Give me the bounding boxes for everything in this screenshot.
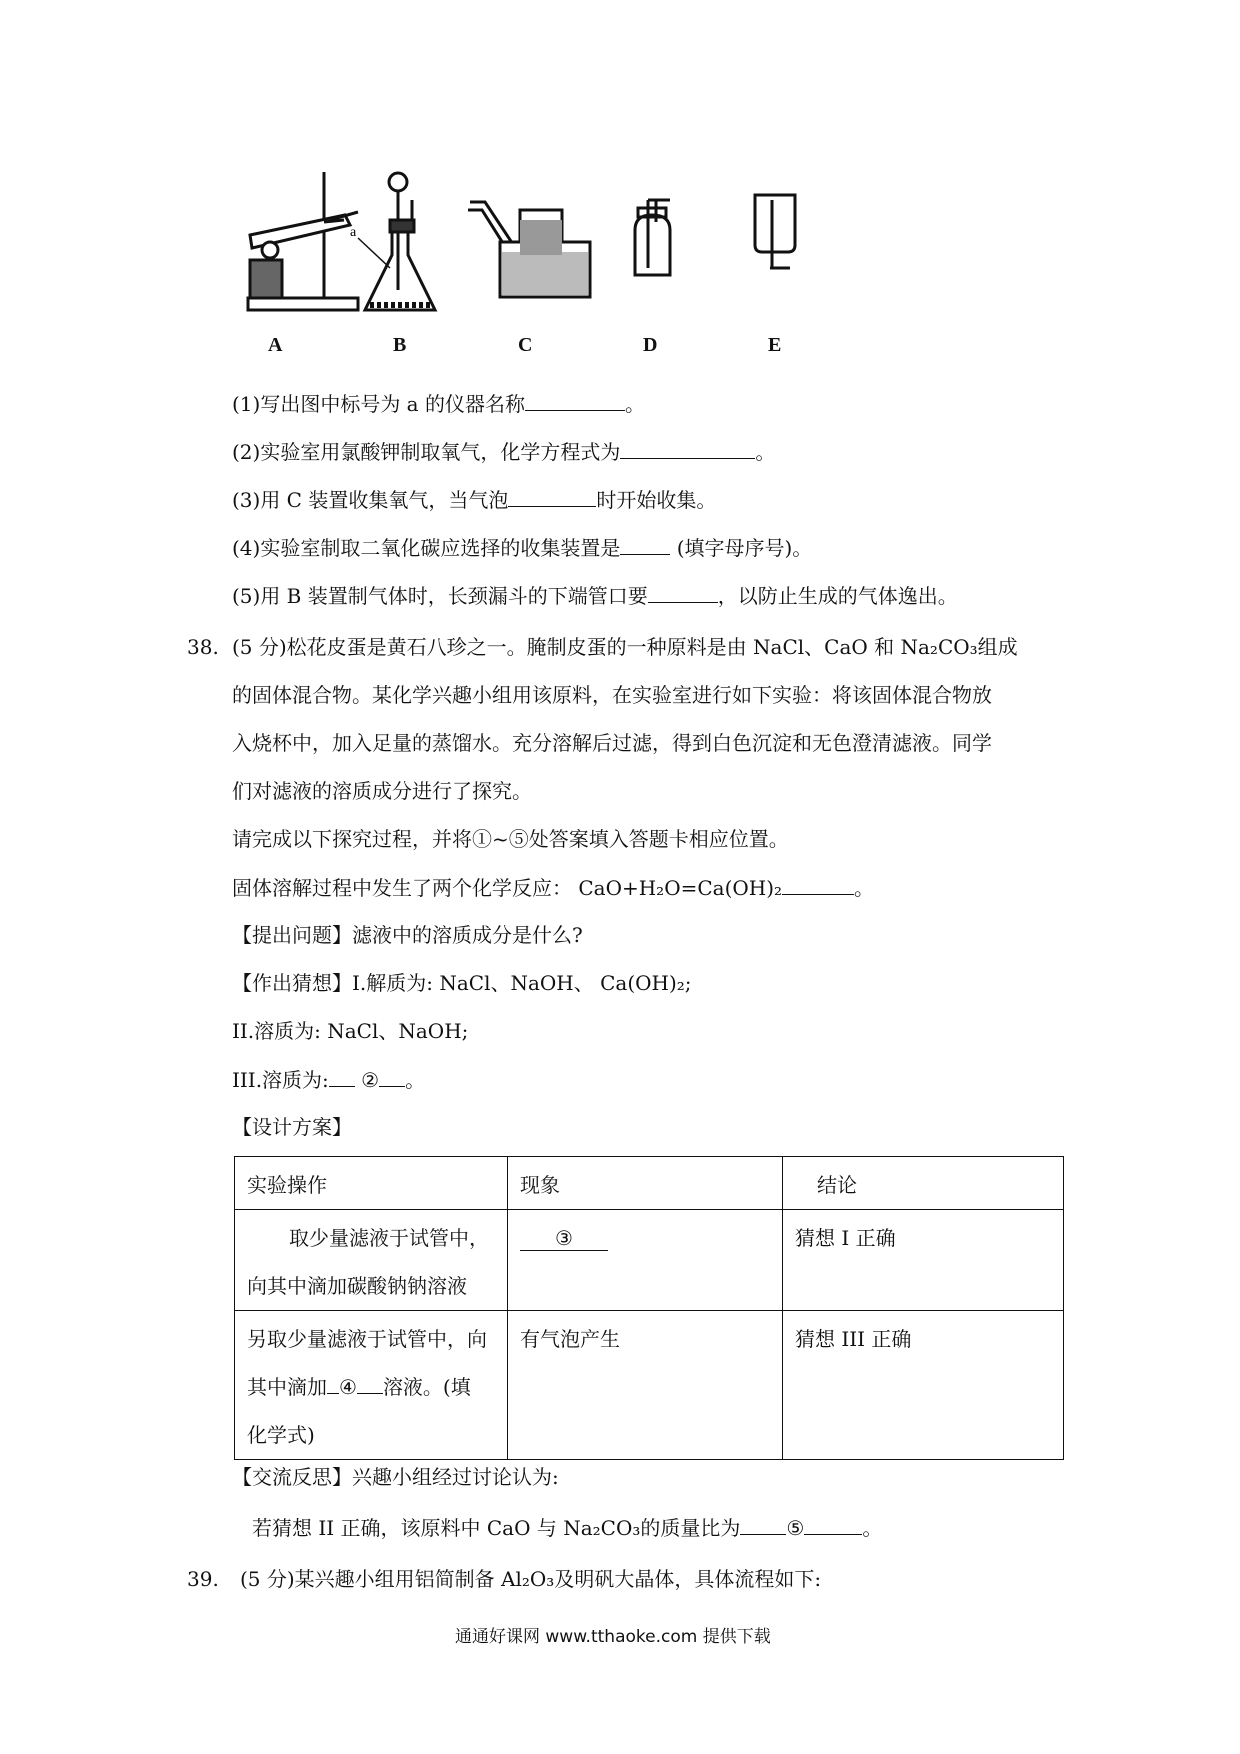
answer-blank-1[interactable] (782, 874, 854, 895)
q38-intro-3: 入烧杯中，加入足量的蒸馏水。充分溶解后过滤，得到白色沉淀和无色澄清滤液。同学 (232, 731, 992, 755)
header-operation: 实验操作 (235, 1157, 508, 1210)
figure-label-e: E (768, 334, 782, 356)
answer-marker-2: ② (361, 1068, 380, 1092)
experiment-table (234, 1156, 1064, 1460)
apparatus-b (358, 173, 435, 310)
q38-intro-4: 们对滤液的溶质成分进行了探究。 (232, 779, 532, 803)
row1-phenomenon (508, 1210, 783, 1311)
q38-hypothesis-2: II.溶质为: NaCl、NaOH; (232, 1019, 469, 1043)
q38-reflection: 【交流反思】兴趣小组经过讨论认为: (232, 1465, 559, 1489)
answer-marker-5: ⑤ (786, 1516, 805, 1540)
apparatus-e (755, 195, 795, 268)
answer-blank[interactable] (525, 390, 625, 411)
answer-blank[interactable] (508, 486, 596, 507)
answer-blank[interactable] (327, 1373, 339, 1394)
q37-item-3: (3)用 C 装置收集氧气，当气泡 时开始收集。 (232, 488, 717, 512)
figure-label-b: B (393, 334, 407, 356)
figure-label-a: A (268, 334, 283, 356)
header-phenomenon: 现象 (508, 1157, 783, 1210)
table-row (235, 1210, 1064, 1311)
row2-conclusion: 猜想 III 正确 (783, 1311, 1064, 1460)
answer-blank[interactable] (740, 1514, 786, 1535)
q38-instruction: 请完成以下探究过程，并将①~⑤处答案填入答题卡相应位置。 (232, 827, 789, 851)
row1-conclusion: 猜想 I 正确 (783, 1210, 1064, 1311)
q37-item-5: (5)用 B 装置制气体时，长颈漏斗的下端管口要 ，以防止生成的气体逸出。 (232, 584, 958, 608)
answer-blank[interactable] (620, 438, 755, 459)
table-header-row (235, 1157, 1064, 1210)
apparatus-c (468, 202, 590, 297)
answer-marker-4: ④ (339, 1375, 357, 1399)
answer-blank[interactable] (379, 1066, 405, 1087)
q38-hypothesis-3: III.溶质为: ② 。 (232, 1068, 426, 1092)
apparatus-figure (230, 160, 930, 370)
part-label-a: a (350, 225, 357, 240)
row2-operation: 另取少量滤液于试管中，向 其中滴加 ④ 溶液。(填 化学式) (235, 1311, 508, 1460)
q38-design-heading: 【设计方案】 (232, 1115, 352, 1139)
q37-item-1: (1)写出图中标号为 a 的仪器名称 。 (232, 392, 645, 416)
q37-item-2: (2)实验室用氯酸钾制取氧气，化学方程式为 。 (232, 440, 776, 464)
q38-hypothesis-1: 【作出猜想】I.解质为: NaCl、NaOH、 Ca(OH)₂; (232, 971, 692, 995)
answer-marker-3[interactable]: ③ (520, 1226, 608, 1251)
q38-reaction: 固体溶解过程中发生了两个化学反应： CaO+H₂O=Ca(OH)₂ 。 (232, 876, 875, 900)
answer-blank[interactable] (804, 1514, 862, 1535)
apparatus-d (635, 200, 670, 275)
answer-blank[interactable] (357, 1373, 383, 1394)
header-conclusion: 结论 (783, 1157, 1064, 1210)
row1-operation: 取少量滤液于试管中， 向其中滴加碳酸钠钠溶液 (235, 1210, 508, 1311)
q38-ratio: 若猜想 II 正确，该原料中 CaO 与 Na₂CO₃的质量比为 ⑤ 。 (252, 1516, 883, 1540)
q39-number: 39. (187, 1567, 219, 1591)
q38-number: 38. (187, 635, 219, 659)
page-footer: 通通好课网 www.tthaoke.com 提供下载 (455, 1627, 771, 1647)
q38-intro-2: 的固体混合物。某化学兴趣小组用该原料，在实验室进行如下实验：将该固体混合物放 (232, 683, 992, 707)
q38-intro-1: (5 分)松花皮蛋是黄石八珍之一。腌制皮蛋的一种原料是由 NaCl、CaO 和 Na₂CO₃组成 (232, 635, 1018, 659)
apparatus-a (248, 172, 358, 310)
q39-text: (5 分)某兴趣小组用铝简制备 Al₂O₃及明矾大晶体，具体流程如下: (240, 1567, 822, 1591)
table-row (235, 1311, 1064, 1460)
figure-label-c: C (518, 334, 533, 356)
answer-blank[interactable] (620, 534, 670, 555)
answer-blank[interactable] (648, 582, 718, 603)
figure-label-d: D (643, 334, 658, 356)
answer-blank[interactable] (329, 1066, 355, 1087)
row2-phenomenon: 有气泡产生 (508, 1311, 783, 1460)
q38-question: 【提出问题】滤液中的溶质成分是什么? (232, 923, 583, 947)
q37-item-4: (4)实验室制取二氧化碳应选择的收集装置是 (填字母序号)。 (232, 536, 813, 560)
